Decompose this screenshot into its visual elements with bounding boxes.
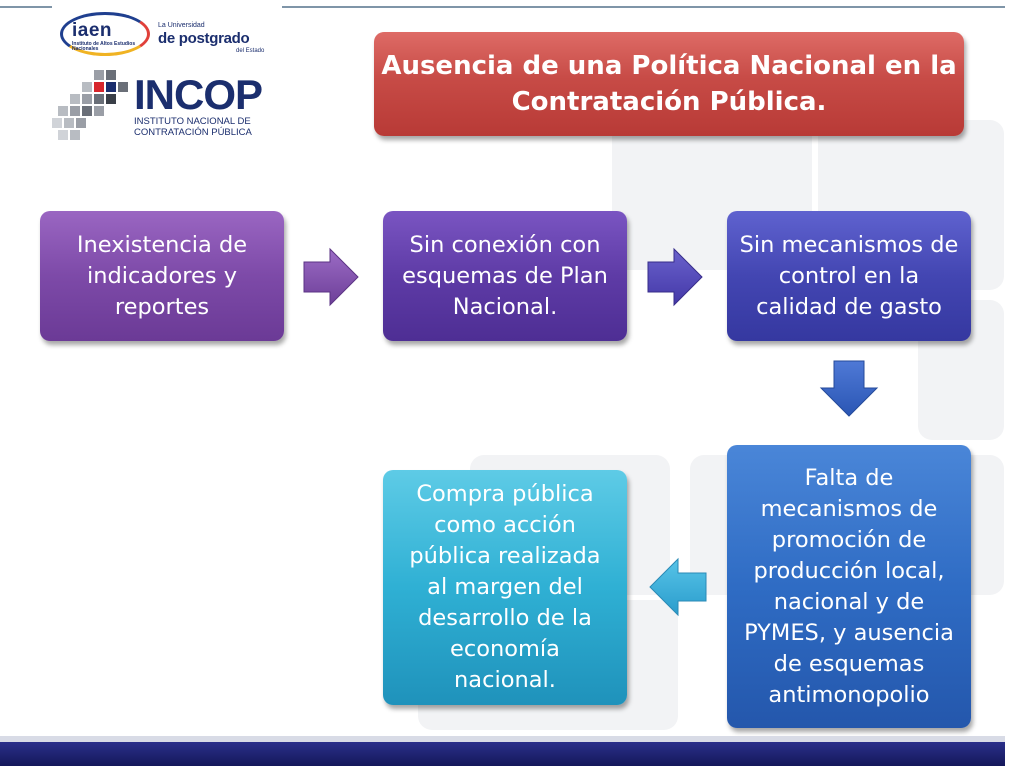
step-box-3 bbox=[727, 211, 971, 341]
step-4-line: PYMES, y ausencia bbox=[744, 619, 954, 646]
step-box-1 bbox=[40, 211, 284, 341]
title-line-2: Contratación Pública. bbox=[511, 87, 827, 117]
step-5-line: pública realizada bbox=[409, 543, 601, 569]
step-3-line: calidad de gasto bbox=[756, 293, 942, 320]
step-4-line: promoción de bbox=[771, 526, 927, 553]
step-4-line: de esquemas bbox=[773, 650, 925, 677]
arrow-down-icon bbox=[817, 358, 881, 420]
incop-pixel-grid-icon bbox=[52, 70, 132, 142]
step-box-5 bbox=[383, 470, 627, 705]
iaen-tagline: La Universidad bbox=[158, 22, 205, 29]
diagram-title bbox=[374, 32, 964, 136]
incop-subtitle bbox=[134, 116, 284, 138]
step-5-line: como acción bbox=[434, 512, 576, 538]
step-4-line: mecanismos de bbox=[760, 495, 938, 522]
step-5-line: nacional. bbox=[454, 667, 556, 693]
step-5-line: desarrollo de la bbox=[418, 605, 592, 631]
step-box-4 bbox=[727, 445, 971, 728]
iaen-wordmark: iaen bbox=[72, 20, 113, 41]
step-4-line: producción local, bbox=[753, 557, 945, 584]
iaen-suffix: del Estado bbox=[236, 48, 265, 54]
step-4-line: Falta de bbox=[804, 464, 894, 491]
arrow-left-icon bbox=[646, 556, 710, 618]
arrow-right-icon bbox=[300, 246, 362, 308]
incop-wordmark: INCOP bbox=[134, 71, 263, 118]
step-5-line: Compra pública bbox=[416, 481, 594, 507]
step-box-2 bbox=[383, 211, 627, 341]
incop-logo bbox=[52, 70, 282, 142]
iaen-logo bbox=[58, 10, 278, 60]
step-1-line: reportes bbox=[114, 293, 210, 320]
step-4-line: nacional y de bbox=[773, 588, 925, 615]
bottom-bar bbox=[0, 742, 1005, 766]
step-2-line: Nacional. bbox=[452, 293, 558, 320]
step-1-line: Inexistencia de bbox=[76, 231, 248, 258]
iaen-brand: de postgrado bbox=[158, 30, 250, 47]
incop-subtitle-line1: INSTITUTO NACIONAL DE bbox=[134, 116, 251, 127]
incop-subtitle-line2: CONTRATACIÓN PÚBLICA bbox=[134, 127, 252, 138]
step-2-line: esquemas de Plan bbox=[402, 262, 608, 289]
step-3-line: control en la bbox=[778, 262, 920, 289]
step-5-line: al margen del bbox=[427, 574, 583, 600]
iaen-subtitle: Instituto de Altos Estudios Nacionales bbox=[72, 41, 136, 52]
step-4-line: antimonopolio bbox=[768, 681, 930, 708]
title-line-1: Ausencia de una Política Nacional en la bbox=[381, 51, 957, 81]
arrow-right-icon bbox=[644, 246, 706, 308]
step-1-line: indicadores y bbox=[86, 262, 238, 289]
step-2-line: Sin conexión con bbox=[409, 231, 601, 258]
step-5-line: economía bbox=[450, 636, 560, 662]
step-3-line: Sin mecanismos de bbox=[739, 231, 959, 258]
